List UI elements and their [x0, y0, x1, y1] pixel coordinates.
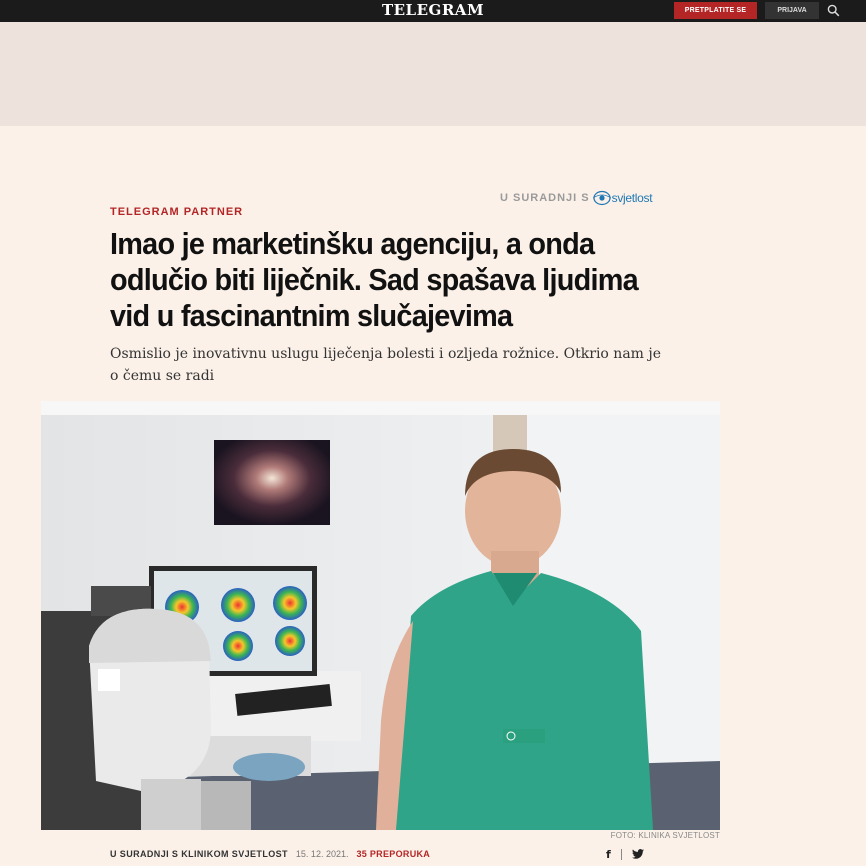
- partner-line: [500, 189, 652, 207]
- share-bar: [606, 848, 644, 860]
- partner-logo-text: svjetlost: [611, 191, 653, 205]
- facebook-icon[interactable]: f: [606, 847, 611, 861]
- site-logo[interactable]: TELEGRAM: [381, 1, 485, 19]
- publish-date: 15. 12. 2021.: [295, 849, 349, 859]
- photo-credit: FOTO: KLINIKA SVJETLOST: [610, 831, 720, 840]
- ad-banner-area: [0, 22, 866, 126]
- twitter-icon[interactable]: [632, 849, 644, 859]
- section-label[interactable]: TELEGRAM PARTNER: [110, 206, 244, 218]
- article-headline: Imao je marketinšku agenciju, a onda odlučio biti liječnik. Sad spašava ljudima vid u fascinantnim slučajevima: [110, 226, 638, 333]
- partner-label: U SURADNJI S: [500, 192, 590, 204]
- subscribe-button[interactable]: PRETPLATITE SE: [674, 2, 757, 19]
- article-subtitle: Osmislio je inovativnu uslugu liječenja bolesti i ozljeda rožnice. Otkrio nam je o čemu se radi: [110, 346, 662, 384]
- recommendations-count[interactable]: 35 PREPORUKA: [356, 849, 431, 859]
- article-meta: [110, 848, 430, 860]
- article-photo: [41, 401, 720, 830]
- login-button[interactable]: PRIJAVA: [765, 2, 819, 19]
- partner-logo[interactable]: [593, 190, 653, 206]
- top-bar: [0, 0, 866, 22]
- search-icon[interactable]: [827, 4, 840, 17]
- meta-source: U SURADNJI S KLINIKOM SVJETLOST: [110, 849, 288, 859]
- share-divider: [621, 849, 622, 860]
- eye-icon: [593, 190, 611, 206]
- photo-illustration: [41, 401, 720, 830]
